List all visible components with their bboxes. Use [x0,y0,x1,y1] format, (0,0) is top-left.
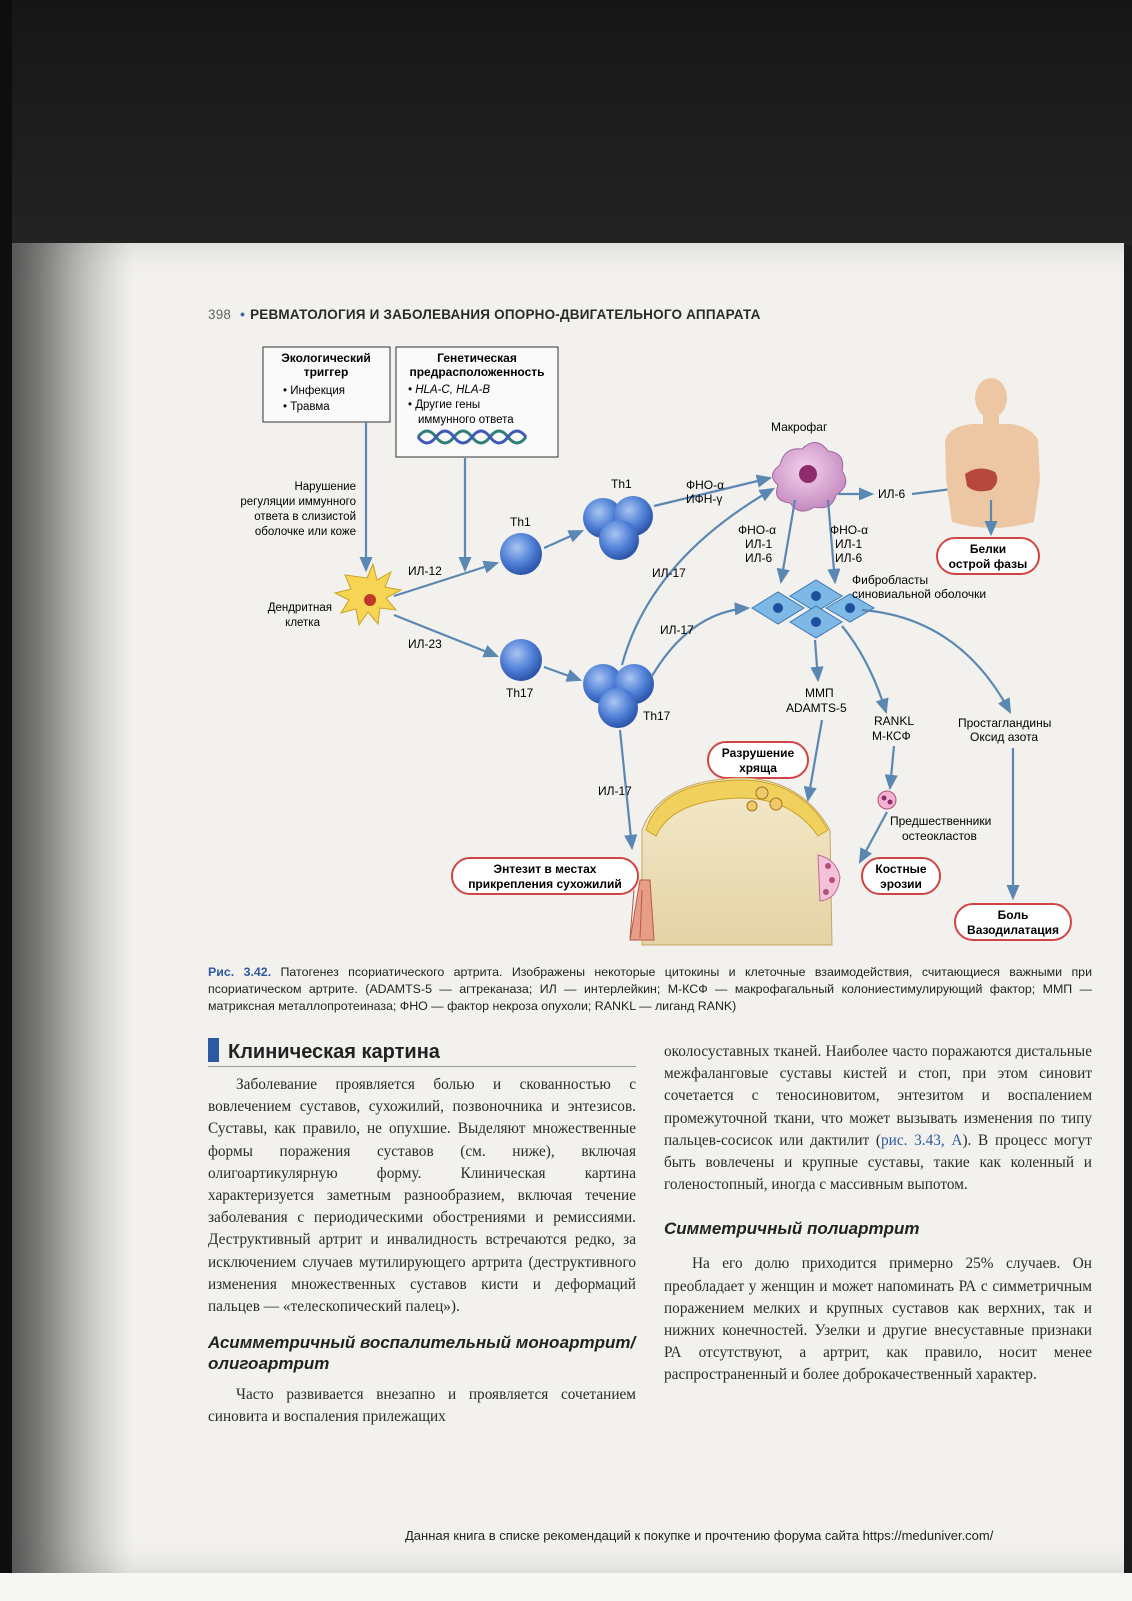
svg-text:ИЛ-1: ИЛ-1 [745,537,773,551]
env-item-infection: • Инфекция [283,385,345,397]
gen-title-2: предрасположенность [409,365,545,379]
svg-text:Костные: Костные [875,862,927,876]
right-column [664,1041,1092,1387]
gen-title-1: Генетическая [437,351,517,365]
paragraph-2: Часто развивается внезапно и проявляется сочетанием синовита и воспаления прилежащих [208,1386,636,1426]
mcsf-label: М-КСФ [872,729,911,743]
il17-mid-label: ИЛ-17 [660,623,694,637]
dendritic-label-2: клетка [285,617,320,629]
cytokines-left [738,523,776,565]
figure-caption [208,964,1092,1015]
fibroblasts-label-2: синовиальной оболочки [852,587,987,601]
gen-item-immune: иммунного ответа [418,414,514,426]
svg-text:ФНО-α: ФНО-α [738,523,777,537]
prostaglandins-label: Простагландины [958,716,1052,730]
svg-text:хряща: хряща [739,761,777,775]
svg-text:ФНО-α: ФНО-α [830,523,869,537]
svg-text:Вазодилатация: Вазодилатация [967,923,1059,937]
joint-bone-illustration [630,778,840,945]
th17-cluster-label: Th17 [643,709,671,723]
cytokines-right [830,523,868,565]
human-torso-icon [945,378,1040,528]
env-title-2: триггер [303,365,349,379]
gen-item-hla: • HLA-C, HLA-B [408,384,490,396]
bottom-strip [0,1573,1132,1601]
env-item-trauma: • Травма [283,401,330,413]
il12-label: ИЛ-12 [408,564,442,578]
svg-text:прикрепления сухожилий: прикрепления сухожилий [468,877,622,891]
svg-text:ИЛ-1: ИЛ-1 [835,537,863,551]
il23-label: ИЛ-23 [408,637,442,651]
paragraph-4: На его долю приходится примерно 25% случаев. Он преобладает у женщин и может напоминать РА с симметричным поражением мелких и крупных суставов как верхних, так и нижних конечностей. Узелки и другие внесуставные признаки РА отсутствуют, а артрит, как правило, носит менее распространенный и более доброкачественный характер. [664,1255,1092,1384]
running-header [208,307,761,322]
rankl-label: RANKL [874,714,915,728]
th1-cluster-label: Th1 [611,477,632,491]
caption-text: Патогенез псориатического артрита. Изображены некоторые цитокины и клеточные взаимодействия, считающиеся важными при псориатическом артрите. (ADAMTS-5 — агтреканаза; ИЛ — интерлейкин; М-КСФ — макрофагальный колониестимулирующий фактор; ММП — матриксная металлопротеиназа; ФНО — фактор некроза опухоли; RANKL — лиганд RANK) [208,965,1092,1013]
ifn-label: ИФН-γ [686,492,723,506]
scan-left-edge [0,0,12,1601]
il17-up-label: ИЛ-17 [652,566,686,580]
svg-text:Энтезит в местах: Энтезит в местах [493,862,597,876]
dendritic-label-1: Дендритная [267,602,332,614]
svg-text:ИЛ-6: ИЛ-6 [835,551,863,565]
environment-trigger-box [263,347,390,422]
subheading-symmetric: Симметричный полиартрит [664,1219,920,1239]
svg-text:Разрушение: Разрушение [721,746,795,760]
immune-dysregulation-label [240,481,356,538]
tnf-label: ФНО-α [686,478,725,492]
subheading-asymmetric: Асимметричный воспалительный моноартрит/олигоартрит [208,1333,636,1374]
bone-erosions-badge [862,858,940,894]
adamts-label: ADAMTS-5 [786,701,847,715]
pain-vasodilation-badge [955,904,1071,940]
section-title: Клиническая картина [228,1041,440,1063]
footer-note: Данная книга в списке рекомендаций к покупке и прочтению форума сайта https://meduniver.com/ [405,1528,994,1543]
genetic-predisposition-box [396,347,558,457]
chapter-title: РЕВМАТОЛОГИЯ И ЗАБОЛЕВАНИЯ ОПОРНО-ДВИГАТЕЛЬНОГО АППАРАТА [250,307,761,322]
env-title-1: Экологический [281,351,371,365]
osteoclast-label-2: остеокластов [902,829,977,843]
paragraph-3-text-a: околосуставных тканей. Наиболее часто поражаются дистальные межфаланговые суставы кистей и стоп, при этом синовит сочетается с теносиновитом, энтезитом и воспалением промежуточной ткани, что может вызывать изменения по типу пальцев-сосисок или дактилит ( [664,1043,1092,1149]
paragraph-3 [664,1041,1092,1196]
paragraph-3-text-b: ). В процесс могут быть вовлечены и крупные суставы, такие как коленный и голеностопный, иногда с массивным выпотом. [664,1131,1092,1194]
heading-bar [208,1038,219,1062]
il17-down-label: ИЛ-17 [598,784,632,798]
th17-small-label: Th17 [506,686,534,700]
svg-text:регуляции иммунного: регуляции иммунного [240,496,356,508]
svg-text:Нарушение: Нарушение [294,481,356,493]
nitric-oxide-label: Оксид азота [970,730,1039,744]
th1-cell-icon [500,533,542,575]
svg-text:эрозии: эрозии [880,877,922,891]
svg-text:Боль: Боль [997,908,1029,922]
svg-text:Белки: Белки [969,542,1007,556]
mmp-label: ММП [805,686,834,700]
page-number: 398 [208,307,232,322]
svg-text:оболочке или коже: оболочке или коже [254,526,356,538]
pathogenesis-diagram [205,340,1100,948]
cartilage-destruction-badge [708,742,808,778]
th1-cluster-icon [583,496,653,560]
scan-dark-background [0,0,1132,245]
il6-label: ИЛ-6 [878,487,906,501]
macrophage-label: Макрофаг [771,420,828,434]
page-binding-shadow [12,243,132,1573]
th1-small-label: Th1 [510,515,531,529]
left-column [208,1074,636,1429]
caption-label: Рис. 3.42. [208,965,272,979]
enthesitis-badge [452,858,638,894]
acute-phase-proteins-badge [937,538,1039,574]
osteoclast-precursor-icon [878,791,896,809]
section-heading [208,1038,440,1064]
fibroblasts-label-1: Фибробласты [852,573,929,587]
header-separator: • [240,307,246,322]
macrophage-icon [772,442,845,511]
svg-text:ответа в слизистой: ответа в слизистой [254,511,356,523]
section-rule [208,1066,636,1067]
svg-text:ИЛ-6: ИЛ-6 [745,551,773,565]
dendritic-cell-icon [335,564,401,625]
paragraph-1: Заболевание проявляется болью и скованностью с вовлечением суставов, сухожилий, позвоночника и энтезисов. Суставы, как правило, не опухшие. Выделяют множественные формы поражения суставов (см. ниже), включая олигоартикулярную форму. Клиническая картина характеризуется заметным разнообразием, включая течение заболевания с периодическими обострениями и ремиссиями. Деструктивный артрит и инвалидность встречаются редко, за исключением случаев мутилирующего артрита (деструктивного изменения множественных суставов кисти и деформаций пальцев — «телескопический палец»). [208,1076,636,1316]
svg-text:острой фазы: острой фазы [948,557,1028,571]
figure-reference-link[interactable]: рис. 3.43, А [881,1131,963,1149]
osteoclast-label-1: Предшественники [890,814,992,828]
th17-cell-icon [500,639,542,681]
gen-item-other-genes: • Другие гены [408,399,481,411]
